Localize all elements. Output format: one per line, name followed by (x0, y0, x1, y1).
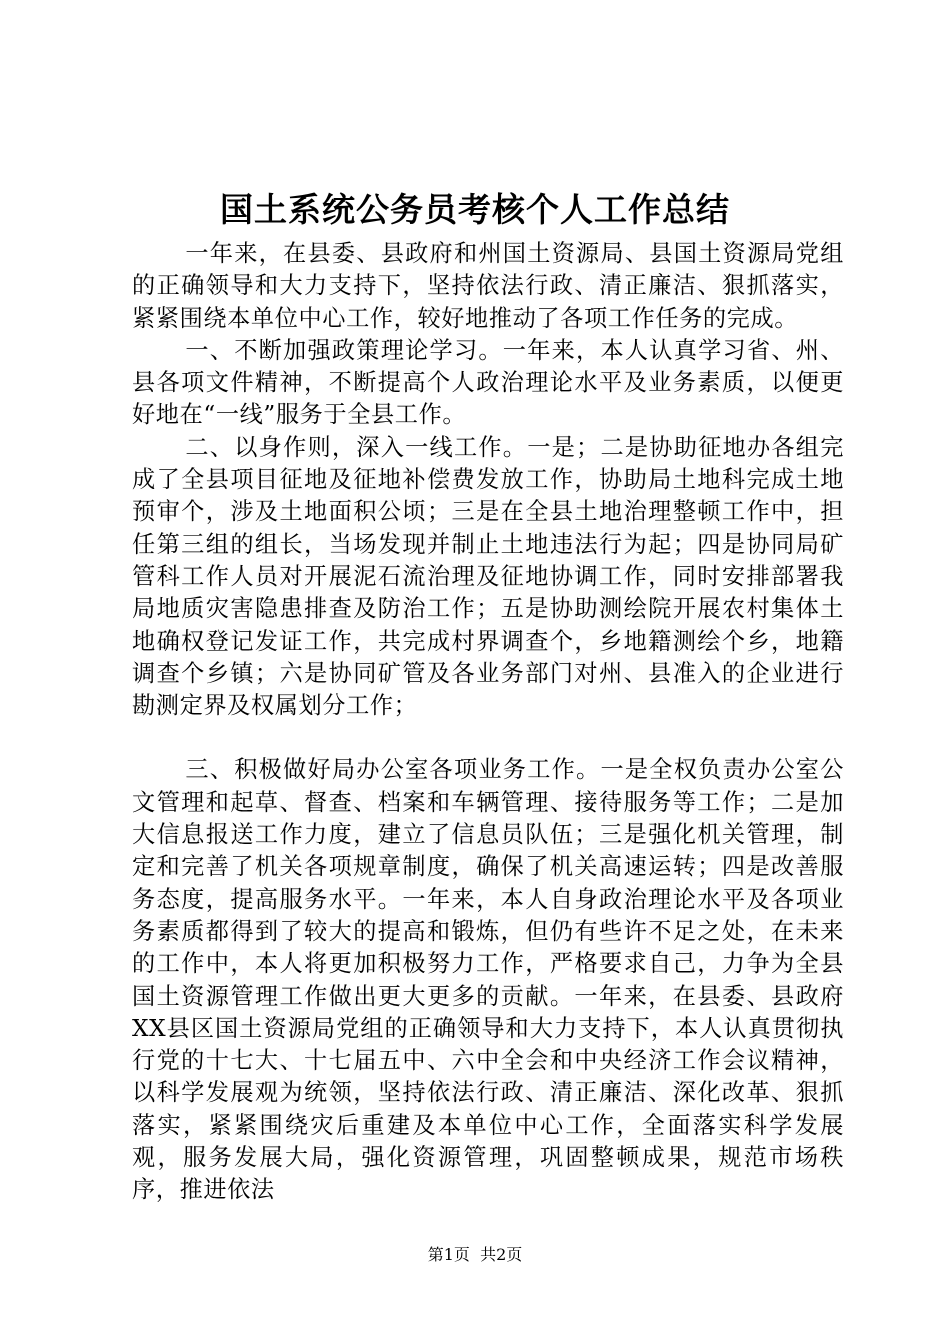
paragraph-intro: 一年来，在县委、县政府和州国土资源局、县国土资源局党组的正确领导和大力支持下，坚持依法行政、清正廉洁、狠抓落实，紧紧围绕本单位中心工作，较好地推动了各项工作任务的完成。 (132, 240, 844, 332)
page-total: 共2页 (480, 1245, 523, 1264)
paragraph-gap (132, 722, 844, 754)
paragraph-section-2: 二、以身作则，深入一线工作。一是；二是协助征地办各组完成了全县项目征地及征地补偿费发放工作，协助局土地科完成土地预审个，涉及土地面积公顷；三是在全县土地治理整顿工作中，担任第三组的组长，当场发现并制止土地违法行为起；四是协同局矿管科工作人员对开展泥石流治理及征地协调工作，同时安排部署我局地质灾害隐患排查及防治工作；五是协助测绘院开展农村集体土地确权登记发证工作，共完成村界调查个，乡地籍测绘个乡，地籍调查个乡镇；六是协同矿管及各业务部门对州、县准入的企业进行勘测定界及权属划分工作； (132, 433, 844, 720)
paragraph-section-3: 三、积极做好局办公室各项业务工作。一是全权负责办公室公文管理和起草、督查、档案和车辆管理、接待服务等工作；二是加大信息报送工作力度，建立了信息员队伍；三是强化机关管理，制定和完善了机关各项规章制度，确保了机关高速运转；四是改善服务态度，提高服务水平。一年来，本人自身政治理论水平及各项业务素质都得到了较大的提高和锻炼，但仍有些许不足之处，在未来的工作中，本人将更加积极努力工作，严格要求自己，力争为全县国土资源管理工作做出更大更多的贡献。一年来，在县委、县政府XX县区国土资源局党组的正确领导和大力支持下，本人认真贯彻执行党的十七大、十七届五中、六中全会和中央经济工作会议精神，以科学发展观为统领，坚持依法行政、清正廉洁、深化改革、狠抓落实，紧紧围绕灾后重建及本单位中心工作，全面落实科学发展观，服务发展大局，强化资源管理，巩固整顿成果，规范市场秩序，推进依法 (132, 756, 844, 1204)
document-body (132, 238, 844, 1207)
document-title: 国土系统公务员考核个人工作总结 (220, 190, 730, 229)
paragraph-section-1: 一、不断加强政策理论学习。一年来，本人认真学习省、州、县各项文件精神，不断提高个人政治理论水平及业务素质，以便更好地在“一线”服务于全县工作。 (132, 336, 844, 429)
page-footer (0, 1244, 950, 1266)
page-number: 第1页 (427, 1245, 470, 1264)
